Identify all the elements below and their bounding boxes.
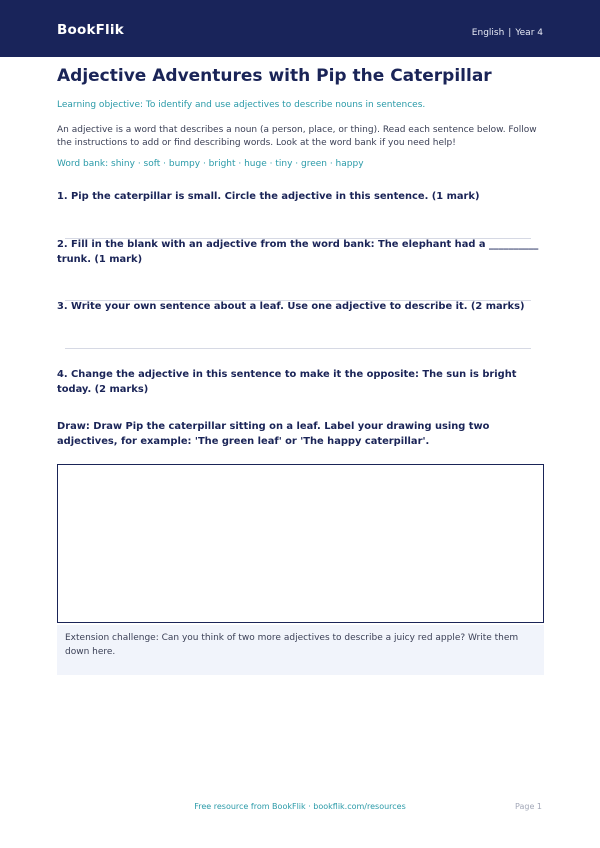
question-1: 1. Pip the caterpillar is small. Circle the adjective in this sentence. (1 mark): [57, 191, 480, 202]
page-title: Adjective Adventures with Pip the Caterpillar: [57, 66, 492, 86]
answer-line-3[interactable]: [65, 348, 531, 349]
subject-year-label: [472, 28, 543, 38]
drawing-area[interactable]: [57, 464, 544, 623]
learning-objective: Learning objective: To identify and use adjectives to describe nouns in sentences.: [57, 100, 426, 110]
intro-paragraph: An adjective is a word that describes a noun (a person, place, or thing). Read each sentence below. Follow the instructions to add or find describing words. Look at the word bank if you need help!: [57, 125, 537, 148]
question-4: 4. Change the adjective in this sentence to make it the opposite: The sun is bright today. (2 marks): [57, 369, 517, 395]
footer-credit[interactable]: Free resource from BookFlik · bookflik.com/resources: [194, 802, 406, 811]
question-3: 3. Write your own sentence about a leaf. Use one adjective to describe it. (2 marks): [57, 301, 525, 312]
header-bar: [0, 0, 600, 57]
question-2: 2. Fill in the blank with an adjective from the word bank: The elephant had a __________ trunk. (1 mark): [57, 239, 539, 265]
separator: |: [508, 28, 512, 38]
word-bank: Word bank: shiny · soft · bumpy · bright · huge · tiny · green · happy: [57, 159, 364, 169]
extension-challenge: Extension challenge: Can you think of two more adjectives to describe a juicy red apple? Write them down here.: [57, 625, 544, 675]
brand-logo[interactable]: BookFlik: [57, 22, 124, 38]
page-number: Page 1: [515, 802, 542, 811]
draw-task: Draw: Draw Pip the caterpillar sitting on a leaf. Label your drawing using two adjectives, for example: 'The green leaf' or 'The happy caterpillar'.: [57, 421, 490, 447]
subject-label: English: [471, 28, 505, 38]
year-label: Year 4: [515, 28, 543, 38]
